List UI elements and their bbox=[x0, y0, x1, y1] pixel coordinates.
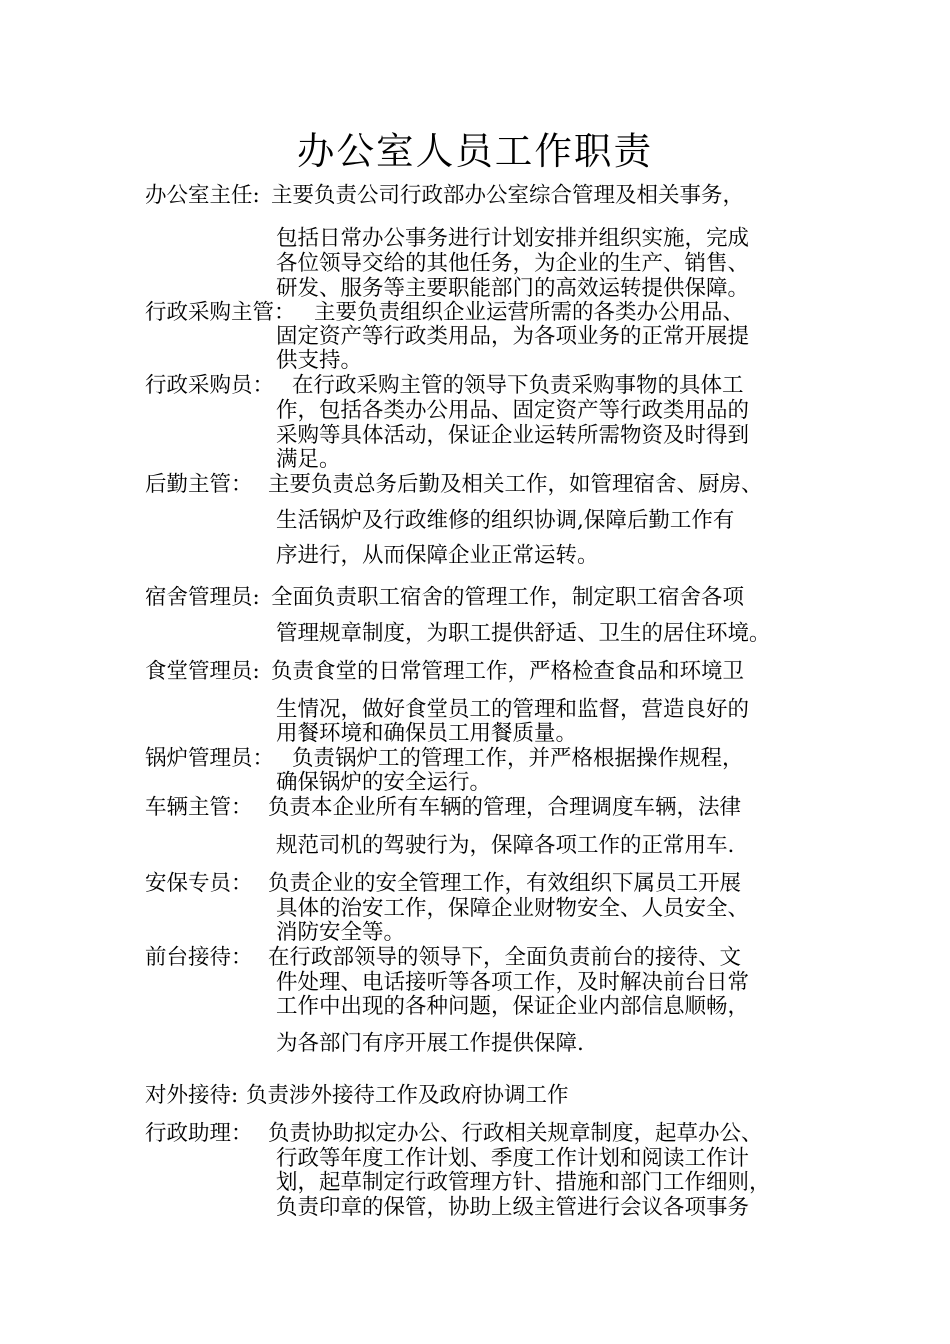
role-label: 宿舍管理员: bbox=[145, 585, 260, 610]
duty-line: 负责本企业所有车辆的管理，合理调度车辆，法律 bbox=[268, 795, 742, 820]
role-label: 安保专员： bbox=[145, 871, 253, 896]
role-label: 食堂管理员: bbox=[145, 659, 260, 684]
duty-line: 主要负责公司行政部办公室综合管理及相关事务， bbox=[271, 183, 745, 208]
duty-line: 主要负责总务后勤及相关工作，如管理宿舍、厨房、 bbox=[268, 472, 763, 497]
duty-line: 负责食堂的日常管理工作，严格检查食品和环境卫 bbox=[271, 659, 745, 684]
duty-line: 主要负责组织企业运营所需的各类办公用品、 bbox=[314, 300, 745, 325]
duty-line: 管理规章制度，为职工提供舒适、卫生的居住环境。 bbox=[276, 621, 771, 646]
duty-line: 负责协助拟定办公、行政相关规章制度，起草办公、 bbox=[268, 1121, 763, 1146]
duty-line: 负责涉外接待工作及政府协调工作 bbox=[246, 1083, 569, 1108]
duty-line: 为各部门有序开展工作提供保障. bbox=[276, 1031, 584, 1056]
duty-line: 行政等年度工作计划、季度工作计划和阅读工作计 bbox=[276, 1146, 750, 1171]
duty-line: 供支持。 bbox=[276, 348, 363, 373]
duty-line: 在行政部领导的领导下，全面负责前台的接待、文 bbox=[268, 945, 742, 970]
duty-line: 在行政采购主管的领导下负责采购事物的具体工 bbox=[292, 373, 744, 398]
duty-line: 负责印章的保管，协助上级主管进行会议各项事务 bbox=[276, 1195, 750, 1220]
duty-line: 划，起草制定行政管理方针、措施和部门工作细则， bbox=[276, 1170, 771, 1195]
document-title: 办公室人员工作职责 bbox=[296, 129, 654, 173]
duty-line: 采购等具体活动，保证企业运转所需物资及时得到 bbox=[276, 423, 750, 448]
duty-line: 序进行，从而保障企业正常运转。 bbox=[276, 543, 599, 568]
duty-line: 确保锅炉的安全运行。 bbox=[276, 770, 492, 795]
role-label: 车辆主管： bbox=[145, 795, 253, 820]
duty-line: 研发、服务等主要职能部门的高效运转提供保障。 bbox=[276, 276, 750, 301]
duty-line: 全面负责职工宿舍的管理工作，制定职工宿舍各项 bbox=[271, 585, 745, 610]
role-label: 办公室主任: bbox=[145, 183, 260, 208]
duty-line: 固定资产等行政类用品，为各项业务的正常开展提 bbox=[276, 324, 750, 349]
duty-line: 生情况，做好食堂员工的管理和监督，营造良好的 bbox=[276, 697, 750, 722]
duty-line: 各位领导交给的其他任务，为企业的生产、销售、 bbox=[276, 251, 750, 276]
duty-line: 包括日常办公事务进行计划安排并组织实施，完成 bbox=[276, 226, 750, 251]
role-label: 前台接待： bbox=[145, 945, 253, 970]
duty-line: 件处理、电话接听等各项工作，及时解决前台日常 bbox=[276, 970, 750, 995]
duty-line: 具体的治安工作，保障企业财物安全、人员安全、 bbox=[276, 896, 750, 921]
duty-line: 负责企业的安全管理工作，有效组织下属员工开展 bbox=[268, 871, 742, 896]
duty-line: 用餐环境和确保员工用餐质量。 bbox=[276, 721, 578, 746]
role-label: 行政助理： bbox=[145, 1121, 253, 1146]
role-label: 后勤主管： bbox=[145, 472, 253, 497]
role-label: 对外接待: bbox=[145, 1083, 239, 1108]
duty-line: 工作中出现的各种问题，保证企业内部信息顺畅， bbox=[276, 994, 750, 1019]
duty-line: 规范司机的驾驶行为，保障各项工作的正常用车. bbox=[276, 833, 735, 858]
duty-line: 消防安全等。 bbox=[276, 920, 406, 945]
role-label: 锅炉管理员： bbox=[145, 746, 275, 771]
duty-line: 满足。 bbox=[276, 447, 341, 472]
role-label: 行政采购员： bbox=[145, 373, 275, 398]
role-label: 行政采购主管： bbox=[145, 300, 296, 325]
duty-line: 生活锅炉及行政维修的组织协调,保障后勤工作有 bbox=[276, 508, 735, 533]
duty-line: 作，包括各类办公用品、固定资产等行政类用品的 bbox=[276, 398, 750, 423]
duty-line: 负责锅炉工的管理工作，并严格根据操作规程， bbox=[292, 746, 744, 771]
